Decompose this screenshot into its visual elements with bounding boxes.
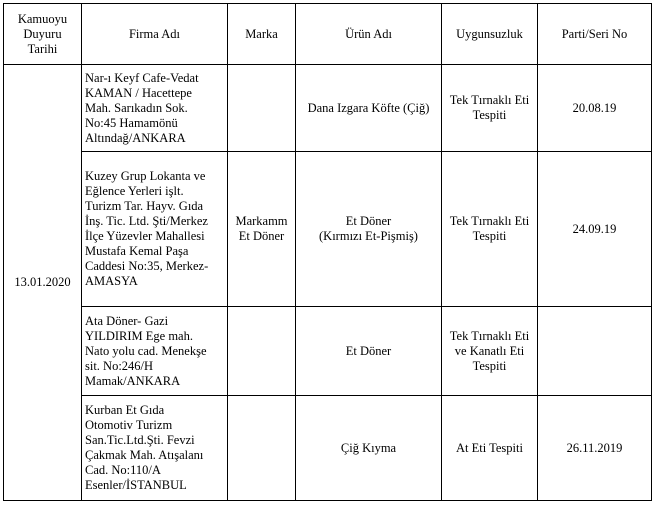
brand-cell	[228, 396, 296, 501]
nonconformity-cell: Tek Tırnaklı Eti Tespiti	[442, 65, 538, 152]
product-cell: Et Döner	[296, 307, 442, 396]
lot-cell: 26.11.2019	[538, 396, 652, 501]
announcement-date-cell: 13.01.2020	[4, 65, 82, 501]
table-row	[4, 65, 652, 152]
lot-cell: 24.09.19	[538, 152, 652, 307]
firm-cell: Kuzey Grup Lokanta ve Eğlence Yerleri işlt. Turizm Tar. Hayv. Gıda İnş. Tic. Ltd. Şti/Merkez İlçe Yüzevler Mahallesi Mustafa Kemal Paşa Caddesi No:35, Merkez- AMASYA	[82, 152, 228, 307]
recall-table	[3, 3, 652, 501]
product-cell: Et Döner (Kırmızı Et-Pişmiş)	[296, 152, 442, 307]
firm-cell: Nar-ı Keyf Cafe-Vedat KAMAN / Hacettepe Mah. Sarıkadın Sok. No:45 Hamamönü Altındağ/ANKARA	[82, 65, 228, 152]
nonconformity-cell: Tek Tırnaklı Eti Tespiti	[442, 152, 538, 307]
product-cell: Çiğ Kıyma	[296, 396, 442, 501]
header-firm: Firma Adı	[82, 4, 228, 65]
table-row	[4, 152, 652, 307]
firm-cell: Ata Döner- Gazi YILDIRIM Ege mah. Nato yolu cad. Menekşe sit. No:246/H Mamak/ANKARA	[82, 307, 228, 396]
brand-cell	[228, 307, 296, 396]
table-row	[4, 307, 652, 396]
header-product: Ürün Adı	[296, 4, 442, 65]
header-date: Kamuoyu Duyuru Tarihi	[4, 4, 82, 65]
lot-cell	[538, 307, 652, 396]
nonconformity-cell: Tek Tırnaklı Eti ve Kanatlı Eti Tespiti	[442, 307, 538, 396]
lot-cell: 20.08.19	[538, 65, 652, 152]
header-brand: Marka	[228, 4, 296, 65]
product-cell: Dana Izgara Köfte (Çiğ)	[296, 65, 442, 152]
table-row	[4, 396, 652, 501]
header-row	[4, 4, 652, 65]
brand-cell	[228, 65, 296, 152]
nonconformity-cell: At Eti Tespiti	[442, 396, 538, 501]
header-nonconformity: Uygunsuzluk	[442, 4, 538, 65]
brand-cell: Markamm Et Döner	[228, 152, 296, 307]
header-lot: Parti/Seri No	[538, 4, 652, 65]
firm-cell: Kurban Et Gıda Otomotiv Turizm San.Tic.Ltd.Şti. Fevzi Çakmak Mah. Atışalanı Cad. No:110/A Esenler/İSTANBUL	[82, 396, 228, 501]
